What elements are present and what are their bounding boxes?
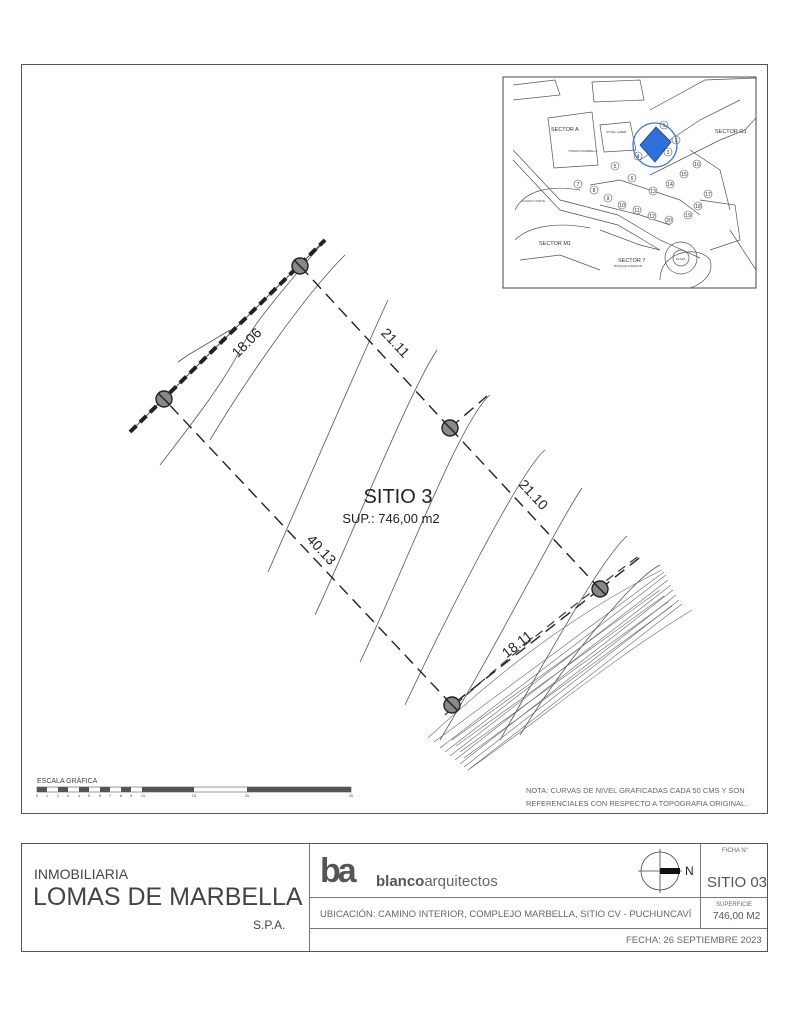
vertex-marker (156, 391, 172, 407)
lot-number: 1 (662, 123, 666, 129)
sheet-value: SITIO 03 (707, 874, 768, 891)
lot-number: 10 (619, 203, 625, 209)
date-text: FECHA: 26 SEPTIEMBRE 2023 (626, 935, 762, 946)
company-name: LOMAS DE MARBELLA (33, 883, 303, 911)
scale-tick: 9 (129, 793, 133, 798)
north-label: N (685, 864, 694, 878)
architect-logo-mark: ba (320, 852, 354, 890)
lot-number: 11 (634, 208, 640, 214)
vertex-marker (442, 420, 458, 436)
lot-number: 16 (694, 162, 700, 168)
dimension-label: 18.11 (498, 627, 536, 661)
graphic-scale (36, 776, 354, 798)
scale-tick: 20 (244, 793, 250, 798)
lot-number: 14 (667, 182, 673, 188)
sector-label: SECTOR M1 (539, 241, 571, 247)
architect-name (376, 873, 498, 890)
plot-name: SITIO 3 (363, 486, 433, 508)
note-line: NOTA: CURVAS DE NIVEL GRAFICADAS CADA 50 CMS Y SON (526, 786, 745, 795)
lot-number: 13 (650, 189, 656, 195)
map-small-label: PLAZA (676, 257, 686, 261)
scale-tick: 10 (140, 793, 146, 798)
dimension-label: 21.10 (515, 476, 552, 513)
scale-title: ESCALA GRÁFICA (37, 778, 98, 785)
lot-number: 3 (666, 150, 670, 156)
lot-number: 12 (649, 214, 655, 220)
dimension-label: 18.06 (228, 324, 265, 361)
north-arrow (636, 848, 684, 894)
lot-number: 15 (681, 172, 687, 178)
area-label: SUPERFICIE (716, 902, 753, 908)
scale-tick: 3 (66, 793, 70, 798)
area-value: 746,00 M2 (713, 911, 761, 922)
road-boundary-line (445, 555, 640, 715)
company-suffix: S.P.A. (253, 918, 286, 932)
scale-tick: 0 (35, 793, 39, 798)
vertex-marker (592, 581, 608, 597)
location-text: UBICACIÓN: CAMINO INTERIOR, COMPLEJO MARBELLA, SITIO CV - PUCHUNCAVÍ (320, 909, 692, 920)
vertex-marker (292, 258, 308, 274)
architect-name-bold: blanco (376, 873, 425, 890)
vertex-marker (444, 697, 460, 713)
lot-number: 7 (576, 182, 580, 188)
scale-tick: 6 (98, 793, 102, 798)
lot-number: 20 (666, 218, 672, 224)
lot-number: 8 (592, 188, 596, 194)
sector-label: SECTOR 7 (618, 258, 646, 264)
lot-number: 6 (630, 176, 634, 182)
scale-tick: 2 (56, 793, 60, 798)
scale-tick: 5 (87, 793, 91, 798)
sheet-label: FICHA N° (722, 848, 749, 854)
lot-number: 17 (705, 192, 711, 198)
company-prefix: INMOBILIARIA (34, 866, 129, 882)
scale-tick: 7 (108, 793, 112, 798)
scale-tick: 30 (348, 793, 354, 798)
road-edge-hatch (428, 570, 692, 770)
scale-tick: 4 (77, 793, 81, 798)
dimension-label: 40.13 (303, 531, 340, 568)
scale-tick: 8 (119, 793, 123, 798)
sector-label: SECTOR G1 (715, 129, 747, 135)
lot-number: 19 (685, 213, 691, 219)
lot-number: 4 (636, 154, 640, 160)
plot-area: SUP.: 746,00 m2 (342, 511, 440, 526)
scale-tick: 15 (191, 793, 197, 798)
lot-number: 18 (695, 204, 701, 210)
lot-number: 9 (606, 196, 610, 202)
lot-number: 5 (613, 164, 617, 170)
sector-label: SECTOR A (551, 127, 579, 133)
scale-tick: 1 (45, 793, 49, 798)
map-small-label: HOTEL LABEB (606, 130, 627, 134)
location-map-inset (503, 77, 756, 288)
architect-name-light: arquitectos (424, 873, 498, 890)
map-small-label: TORRES MARBELLA (568, 149, 598, 153)
note-line: REFERENCIALES CON RESPECTO A TOPOGRAFIA ORIGINAL. (526, 799, 748, 808)
title-block (21, 843, 768, 952)
architect-logo (320, 852, 354, 890)
lot-number: 2 (674, 138, 678, 144)
dimension-label: 21.11 (378, 324, 414, 361)
map-small-label: BOSQUE INTERIOR (614, 264, 643, 268)
map-small-label: ACCESO NORTE (521, 199, 545, 203)
north-arrow-icon (636, 848, 684, 894)
